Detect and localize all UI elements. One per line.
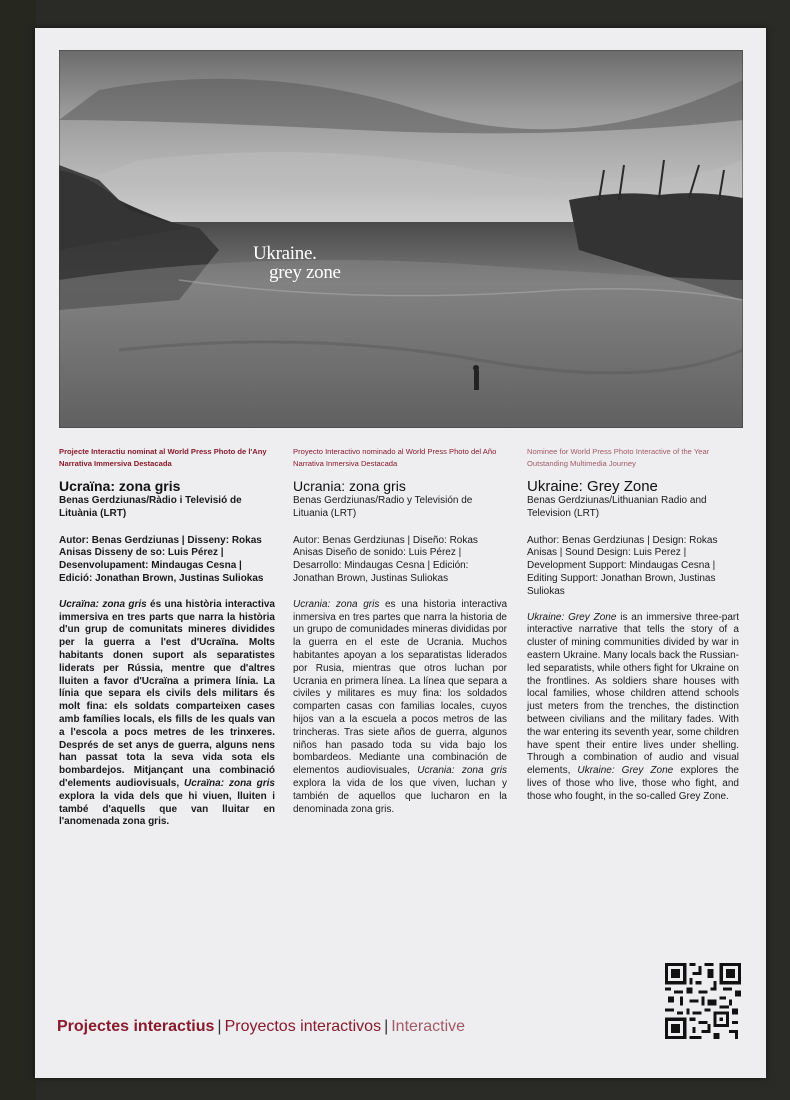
footer-english: Interactive: [391, 1018, 466, 1035]
catalan-body-italic-lead: Ucraïna: zona gris: [59, 598, 147, 610]
spanish-body-part1: es una historia interactiva inmersiva en tres partes que narra la historia de un grupo de comunidades mineras divididas por la guerra en el este de Ucrania. Muchos habitantes apoyan a los separatistas liderados por Rusia, mientras que otros luchan por Ucrania en primera línea. La línea que separa a civiles y militares es muy fina: los soldados comparten casas con familias locales, cuyos hijos van a la escuela a pocos metros de las trincheras. Tras siete años de guerra, algunos niños han pasado toda su vida bajo los bombardeos. Mediante una combinación de elementos audiovisuales,: [293, 598, 508, 777]
catalan-body-part1: és una història interactiva immersiva en tres parts que narra la història d'un grup de comunitats mineres dividides per la guerra a l'est d'Ucraïna. Molts habitants donen suport als separatistes liderats per Rússia, mentre que d'altres lluiten a favor d'Ucraïna a primera línia. La línia que separa els civils dels militars és molt fina: els soldats comparteixen cases amb famílies locals, els fills de les quals van a l'escola a pocs metres de les trinxeres. Després de set anys de guerra, alguns nens han passat tota la seva vida sota els bombardejos. Mitjançant una combinació d'elements audiovisuals,: [59, 598, 275, 789]
background-left: [0, 0, 36, 1100]
english-organization: Benas Gerdziunas/Lithuanian Radio and Television (LRT): [527, 495, 707, 519]
english-subnomination: Outstanding Multimedia Journey: [527, 459, 636, 468]
spanish-credits: Autor: Benas Gerdziunas | Diseño: Rokas Anisas Diseño de sonido: Luis Pérez | Desarrollo: Mindaugas Cesna | Edición: Jonathan Brown, Justinas Suliokas: [293, 534, 478, 584]
catalan-title: Ucraïna: zona gris: [59, 478, 181, 494]
spanish-nomination: Proyecto Interactivo nominado al World Press Photo del Año: [293, 447, 497, 456]
english-credits: Author: Benas Gerdziunas | Design: Rokas Anisas | Sound Design: Luis Perez | Development Support: Mindaugas Cesna | Editing Support: Jonathan Brown, Justinas Suliokas: [527, 534, 718, 597]
catalan-body-italic-mid: Ucraïna: zona gris: [184, 777, 275, 789]
landscape-photo: [59, 50, 743, 428]
spanish-title: Ucrania: zona gris: [293, 478, 406, 494]
catalan-body: [59, 599, 275, 829]
english-nomination: Nominee for World Press Photo Interactive of the Year: [527, 447, 710, 456]
catalan-credits: Autor: Benas Gerdziunas | Disseny: Rokas Anisas Disseny de so: Luis Pérez | Desenvolupament: Mindaugas Cesna | Edició: Jonathan Brown, Justinas Suliokas: [59, 534, 264, 584]
english-body-part2: explores the lives of those who live, those who fight, and those who fought, in the so-called Grey Zone.: [527, 765, 739, 802]
catalan-subnomination: Narrativa Immersiva Destacada: [59, 459, 172, 468]
footer-spanish: Proyectos interactivos: [224, 1018, 382, 1035]
spanish-column: [293, 446, 507, 816]
section-footer: [57, 1018, 465, 1036]
catalan-column: [59, 446, 275, 829]
english-body-part1: is an immersive three-part interactive narrative that tells the story of a cluster of mining communities divided by war in eastern Ukraine. Many locals back the Russian-led separatists, while others fight for Ukraine on the frontlines. As soldiers share houses with local families, whose children attend schools just meters from the trenches, the distinction between civilians and the military fades. With the war entering its seventh year, some children have spent their entire lives under shelling. Through a combination of audio and visual elements,: [527, 611, 739, 777]
spanish-body-italic-lead: Ucrania: zona gris: [293, 598, 380, 610]
poster-sheet: [35, 28, 766, 1078]
photo-title-line2: grey zone: [269, 262, 341, 283]
spanish-body-italic-mid: Ucrania: zona gris: [417, 765, 507, 777]
english-column: [527, 446, 739, 804]
footer-catalan: Projectes interactius: [57, 1018, 215, 1035]
footer-separator-1: |: [217, 1018, 222, 1035]
spanish-organization: Benas Gerdziunas/Radio y Televisión de Lituania (LRT): [293, 495, 473, 519]
catalan-organization: Benas Gerdziunas/Ràdio i Televisió de Lituània (LRT): [59, 495, 242, 519]
english-body-italic-mid: Ukraine: Grey Zone: [577, 765, 674, 777]
photo-title-line1: Ukraine.: [253, 243, 317, 264]
english-body-italic-lead: Ukraine: Grey Zone: [527, 611, 617, 623]
spanish-body-part2: explora la vida de los que viven, luchan y también de aquellos que lucharon en la denominada zona gris.: [293, 777, 507, 815]
footer-separator-2: |: [384, 1018, 389, 1035]
spanish-subnomination: Narrativa Inmersiva Destacada: [293, 459, 398, 468]
qr-code-icon[interactable]: [665, 963, 741, 1039]
catalan-body-part2: explora la vida dels que hi viuen, lluiten i també d'aquells que van lluitar en l'anomenada zona gris.: [59, 790, 275, 828]
catalan-nomination: Projecte Interactiu nominat al World Press Photo de l'Any: [59, 447, 267, 456]
spanish-body: [293, 599, 507, 817]
photo-overlay-title: [253, 244, 341, 282]
english-body: [527, 612, 739, 804]
english-title: Ukraine: Grey Zone: [527, 478, 658, 495]
